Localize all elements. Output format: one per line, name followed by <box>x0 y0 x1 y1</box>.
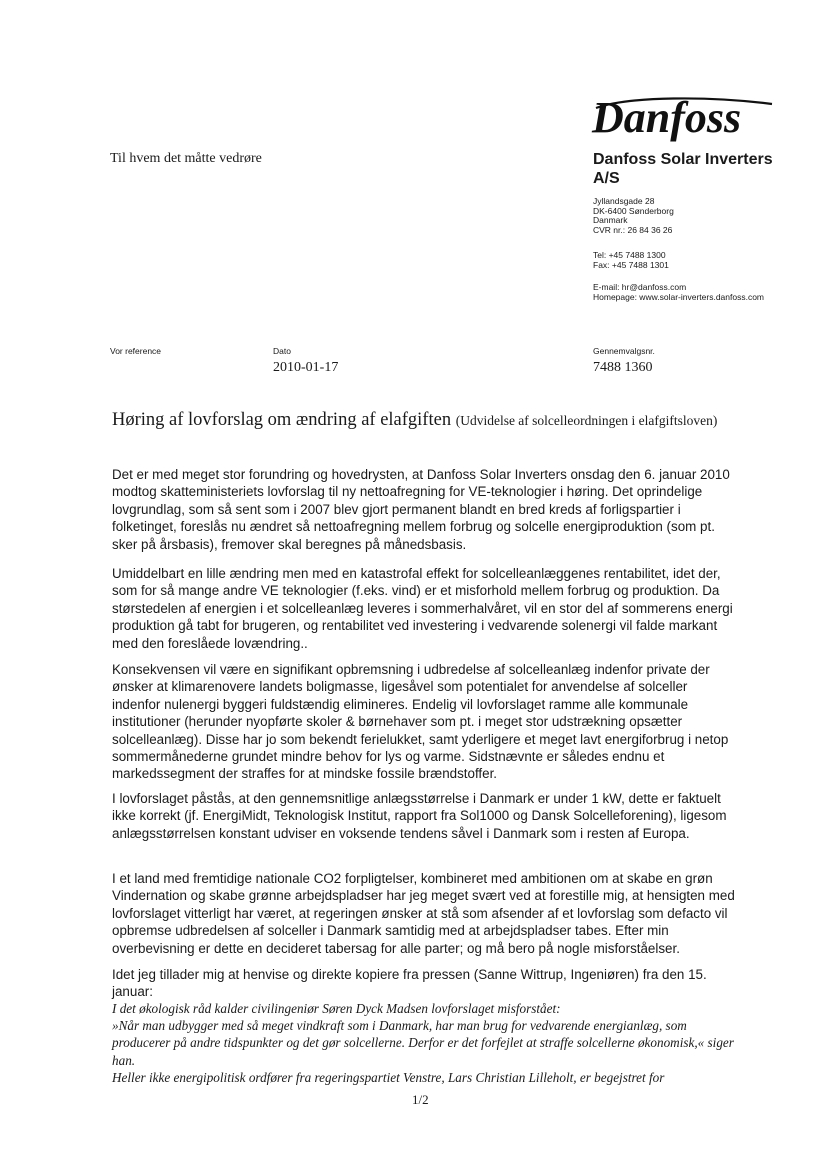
date-value: 2010-01-17 <box>273 360 339 375</box>
body-paragraph: Det er med meget stor forundring og hovedrysten, at Danfoss Solar Inverters onsdag den 6. januar 2010 modtog skatteministeriets lovforslag til ny nettoafregning for VE-teknologier i høring. Det oprindelige lovgrundlag, som så sent som i 2007 blev gjort permanent blandt en bred kreds af forligspartier i folketinget, foreslås nu ændret så nettoafregning mellem forbrug og solcelle energiproduktion (som pt. sker på årsbasis), fremover skal beregnes på månedsbasis. <box>112 467 730 552</box>
address-line: CVR nr.: 26 84 36 26 <box>593 224 673 235</box>
quote-line: »Når man udbygger med så meget vindkraft som i Danmark, har man brug for vedvarende energianlæg, som producerer på andre tidspunkter og det gør solcellerne. Derfor er det forfejlet at straffe solcellerne økonomisk,« siger han. <box>112 1018 734 1068</box>
direct-number-value: 7488 1360 <box>593 360 653 375</box>
danfoss-logo <box>590 92 775 142</box>
body-paragraph: Umiddelbart en lille ændring men med en katastrofal effekt for solcelleanlæggenes rentabilitet, idet der, som for så mange andre VE teknologier (f.eks. vind) er et misforhold mellem forbrug og produktion. Da størstedelen af energien i et solcelleanlæg leveres i sommerhalvåret, vil en stor del af sommerens energi produktion gå tabt for brugeren, og rentabilitet ved investering i vedvarende solenergi vil falde markant med den foreslåede lovændring.. <box>112 566 733 651</box>
address-line: DK-6400 Sønderborg <box>593 205 674 216</box>
phone-line: Tel: +45 7488 1300 <box>593 250 666 260</box>
quote-line: I det økologisk råd kalder civilingeniør Søren Dyck Madsen lovforslaget misforstået: <box>112 1001 561 1016</box>
address-line: Danmark <box>593 215 628 225</box>
page-number: 1/2 <box>412 1092 429 1107</box>
our-reference-label: Vor reference <box>110 346 162 356</box>
subject-note: (Udvidelse af solcelleordningen i elafgiftsloven) <box>455 413 718 428</box>
sender-company: Danfoss Solar Inverters A/S <box>593 151 773 187</box>
subject-line <box>112 410 772 431</box>
sender-web <box>593 283 793 302</box>
press-quote <box>112 1000 737 1086</box>
address-line: Jyllandsgade 28 <box>593 196 655 206</box>
recipient-line: Til hvem det måtte vedrøre <box>110 151 262 166</box>
fax-line: Fax: +45 7488 1301 <box>593 259 669 270</box>
direct-number-label: Gennemvalgsnr. <box>593 346 655 356</box>
danfoss-logo-text: Danfoss <box>592 93 742 142</box>
homepage-line: Homepage: www.solar-inverters.danfoss.com <box>593 291 765 302</box>
body-paragraph: Konsekvensen vil være en signifikant opbremsning i udbredelse af solcelleanlæg indenfor private der ønsker at klimarenovere landets boligmasse, ligesåvel som potentialet for anvendelse af solceller indenfor nulenergi byggeri fuldstændig elimineres. Endelig vil lovforslaget ramme alle kommunale institutioner (herunder nyopførte skoler & børnehaver som pt. i meget stor udstrækning opsætter solcelleanlæg). Disse har jo som bekendt ferielukket, samt yderligere et meget lavt energiforbrug i netop sommermånederne grundet mindre behov for lys og varme. Sidstnævnte er således endnu et markedssegment der straffes for at mindske fossile brændstoffer. <box>112 662 729 782</box>
body-paragraph: I et land med fremtidige nationale CO2 forpligtelser, kombineret med ambitionen om at skabe en grøn Vindernation og skabe grønne arbejdspladser har jeg meget svært ved at forestille mig, at hensigten med lovforslaget vitterligt har været, at regeringen ønsker at stå som afsender af et lovforslag som defacto vil opbremse udbredelsen af solceller i Danmark samtidig med at arbejdspladser tabes. Efter min overbevisning er dette en decideret tabersag for alle parter; og må bero på nogle misforståelser. <box>112 871 735 956</box>
sender-address <box>593 197 793 235</box>
quote-line: Heller ikke energipolitisk ordfører fra regeringspartiet Venstre, Lars Christian Lilleholt, er begejstret for <box>112 1069 665 1085</box>
date-label: Dato <box>273 346 291 356</box>
subject-title: Høring af lovforslag om ændring af elafgiften <box>112 410 452 430</box>
email-line: E-mail: hr@danfoss.com <box>593 282 687 292</box>
body-paragraph: I lovforslaget påstås, at den gennemsnitlige anlægsstørrelse i Danmark er under 1 kW, dette er faktuelt ikke korrekt (jf. EnergiMidt, Teknologisk Institut, rapport fra Sol1000 og Dansk Solcelleforening), ligesom anlægsstørrelsen konstant udviser en voksende tendens såvel i Danmark som i resten af Europa. <box>112 791 727 841</box>
sender-phone <box>593 251 793 270</box>
body-paragraph: Idet jeg tillader mig at henvise og direkte kopiere fra pressen (Sanne Wittrup, Ingeniøren) fra den 15. januar: <box>112 967 707 1000</box>
